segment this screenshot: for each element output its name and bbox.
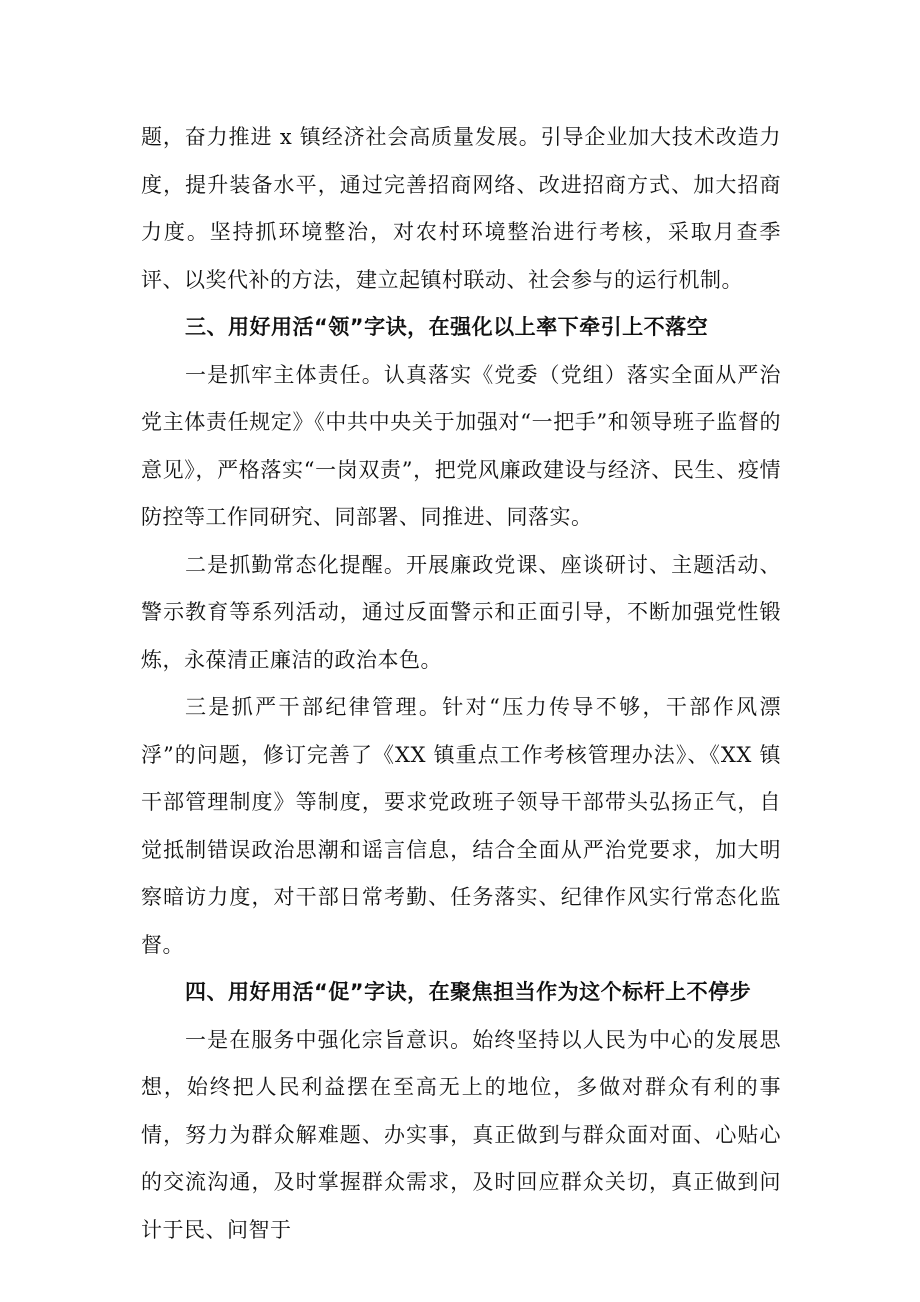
section-heading-four: 四、用好用活“促”字诀，在聚焦担当作为这个标杆上不停步 <box>185 980 752 1004</box>
paragraph-discipline-management: 三是抓严干部纪律管理。针对“压力传导不够，干部作风漂浮”的问题，修订完善了《XX 镇重点工作考核管理办法》、《XX 镇干部管理制度》等制度，要求党政班子领导干部带头弘扬正气，自觉抵制错误政治思潮和谣言信息，结合全面从严治党要求，加大明察暗访力度，对干部日常考勤、任务落实、纪律作风实行常态化监督。 <box>141 695 781 957</box>
paragraph-regular-reminders: 二是抓勤常态化提醒。开展廉政党课、座谈研讨、主题活动、警示教育等系列活动，通过反面警示和正面引导，不断加强党性锻炼，永葆清正廉洁的政治本色。 <box>141 552 781 672</box>
document-body <box>141 114 781 1254</box>
paragraph-service-awareness: 一是在服务中强化宗旨意识。始终坚持以人民为中心的发展思想，始终把人民利益摆在至高无上的地位，多做对群众有利的事情，努力为群众解难题、办实事，真正做到与群众面对面、心贴心的交流沟通，及时掌握群众需求，及时回应群众关切，真正做到问计于民、问智于 <box>141 1027 781 1242</box>
paragraph-continuation: 题，奋力推进 x 镇经济社会高质量发展。引导企业加大技术改造力度，提升装备水平，通过完善招商网络、改进招商方式、加大招商力度。坚持抓环境整治，对农村环境整治进行考核，采取月查季评、以奖代补的方法，建立起镇村联动、社会参与的运行机制。 <box>141 125 781 292</box>
section-heading-three: 三、用好用活“领”字诀，在强化以上率下牵引上不落空 <box>185 315 709 339</box>
paragraph-main-responsibility: 一是抓牢主体责任。认真落实《党委（党组）落实全面从严治党主体责任规定》《中共中央关于加强对“一把手”和领导班子监督的意见》，严格落实“一岗双责”，把党风廉政建设与经济、民生、疫情防控等工作同研究、同部署、同推进、同落实。 <box>141 362 781 529</box>
